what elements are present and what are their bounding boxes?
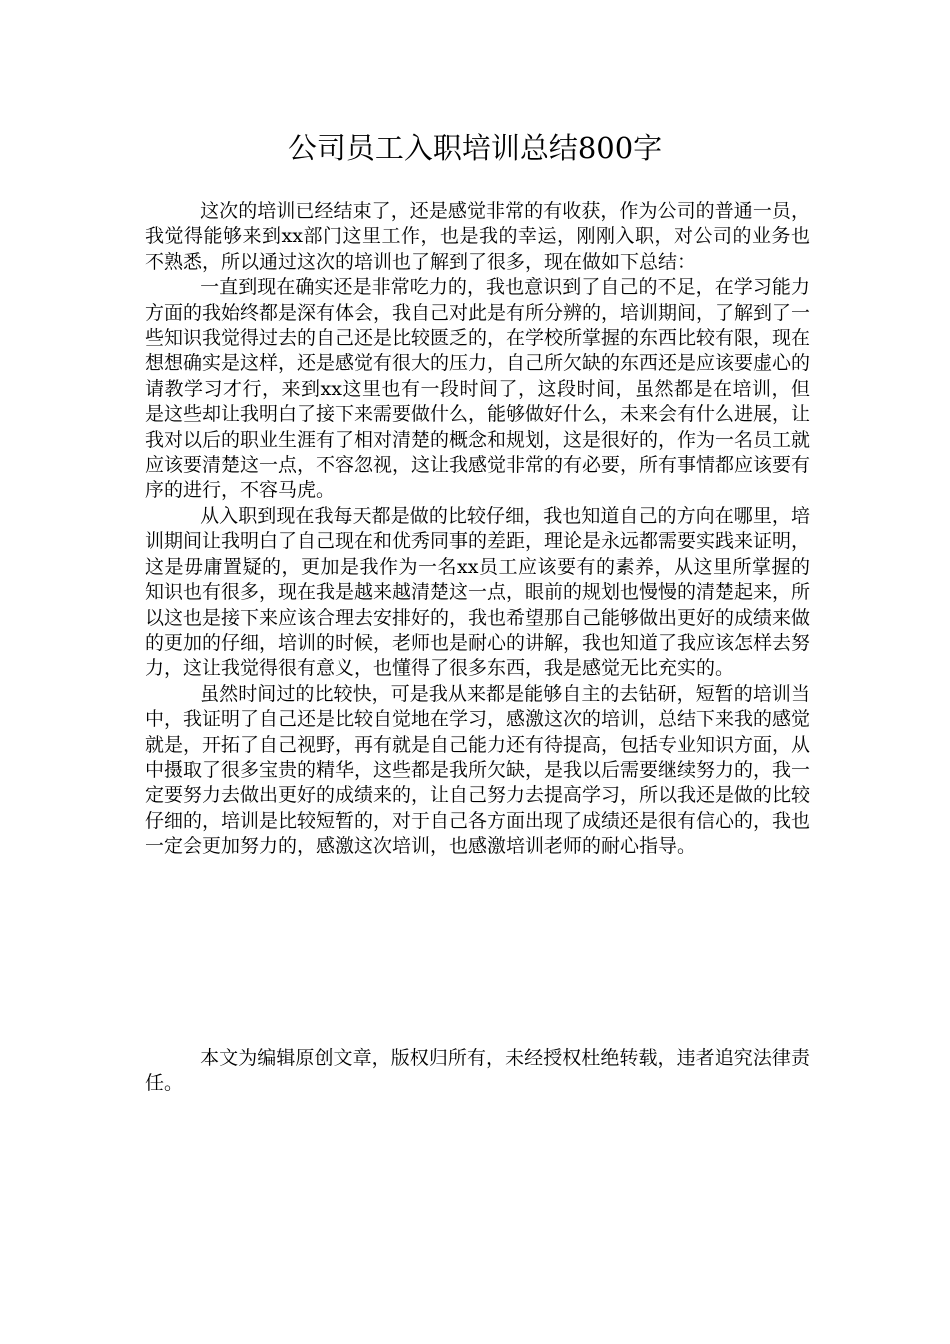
document-body (145, 199, 810, 860)
body-paragraph: 从入职到现在我每天都是做的比较仔细，我也知道自己的方向在哪里，培训期间让我明白了自己现在和优秀同事的差距，理论是永远都需要实践来证明，这是毋庸置疑的，更加是我作为一名xx员工应该要有的素养，从这里所掌握的知识也有很多，现在我是越来越清楚这一点，眼前的规划也慢慢的清楚起来，所以这也是接下来应该合理去安排好的，我也希望那自己能够做出更好的成绩来做的更加的仔细，培训的时候，老师也是耐心的讲解，我也知道了我应该怎样去努力，这让我觉得很有意义，也懂得了很多东西，我是感觉无比充实的。 (145, 504, 811, 680)
body-paragraph: 虽然时间过的比较快，可是我从来都是能够自主的去钻研，短暂的培训当中，我证明了自己还是比较自觉地在学习，感激这次的培训，总结下来我的感觉就是，开拓了自己视野，再有就是自己能力还有待提高，包括专业知识方面，从中摄取了很多宝贵的精华，这些都是我所欠缺，是我以后需要继续努力的，我一定要努力去做出更好的成绩来的，让自己努力去提高学习，所以我还是做的比较仔细的，培训是比较短暂的，对于自己各方面出现了成绩还是很有信心的，我也一定会更加努力的，感激这次培训，也感激培训老师的耐心指导。 (145, 682, 811, 858)
body-paragraph: 这次的培训已经结束了，还是感觉非常的有收获，作为公司的普通一员，我觉得能够来到xx部门这里工作，也是我的幸运，刚刚入职，对公司的业务也不熟悉，所以通过这次的培训也了解到了很多，现在做如下总结： (145, 200, 810, 273)
document-title: 公司员工入职培训总结800字 (287, 131, 663, 165)
copyright-section (145, 1046, 810, 1097)
copyright-notice: 本文为编辑原创文章，版权归所有，未经授权杜绝转载，违者追究法律责任。 (145, 1047, 810, 1095)
body-paragraph: 一直到现在确实还是非常吃力的，我也意识到了自己的不足，在学习能力方面的我始终都是深有体会，我自己对此是有所分辨的，培训期间，了解到了一些知识我觉得过去的自己还是比较匮乏的，在学校所掌握的东西比较有限，现在想想确实是这样，还是感觉有很大的压力，自己所欠缺的东西还是应该要虚心的请教学习才行，来到xx这里也有一段时间了，这段时间，虽然都是在培训，但是这些却让我明白了接下来需要做什么，能够做好什么，未来会有什么进展，让我对以后的职业生涯有了相对清楚的概念和规划，这是很好的，作为一名员工就应该要清楚这一点，不容忽视，这让我感觉非常的有必要，所有事情都应该要有序的进行，不容马虎。 (145, 276, 811, 502)
